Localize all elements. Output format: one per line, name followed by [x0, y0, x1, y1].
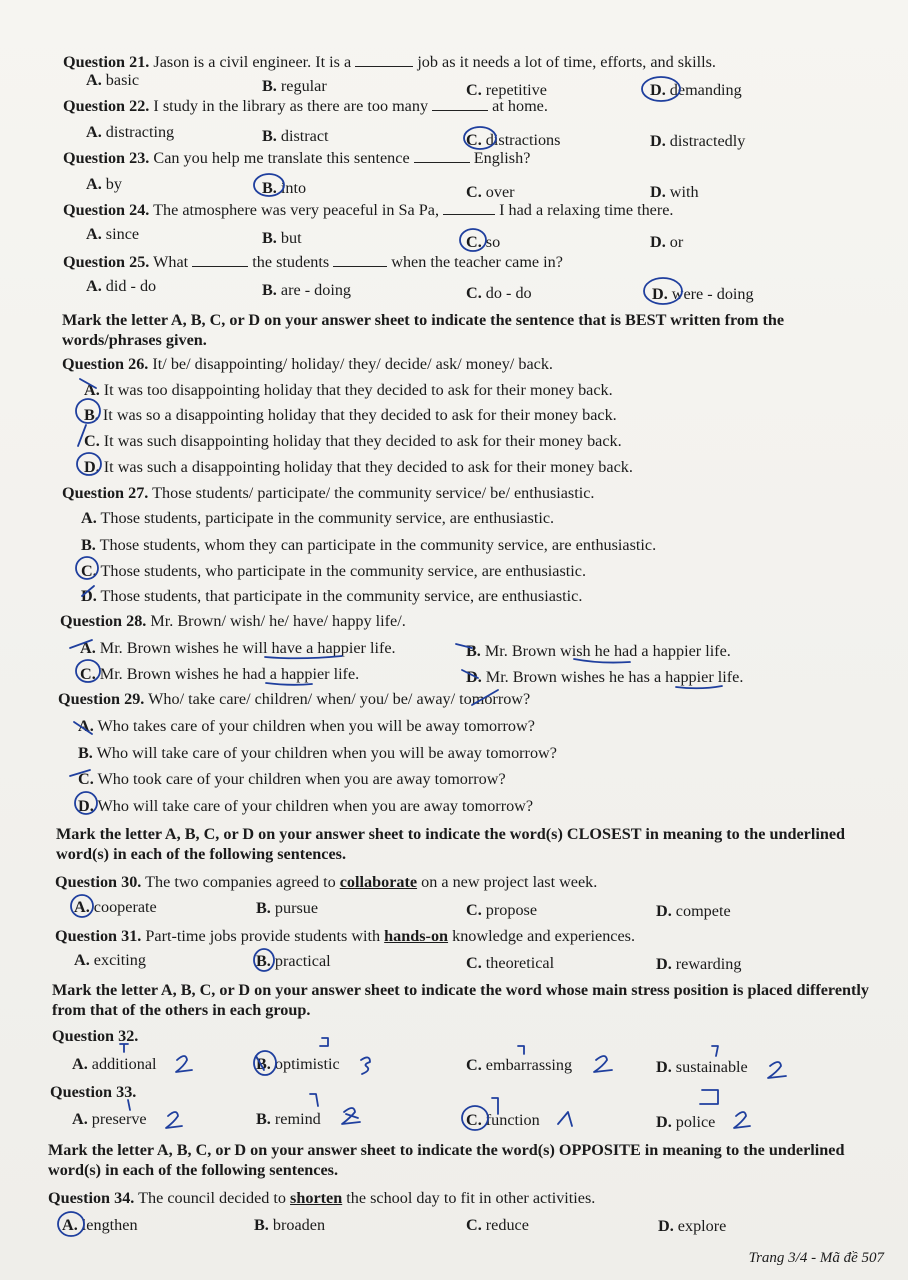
q23-option-d[interactable]: D. with — [650, 183, 699, 201]
q24-option-d[interactable]: D. or — [650, 233, 684, 251]
q30-option-c[interactable]: C. propose — [466, 901, 538, 919]
stress-mark — [310, 1094, 318, 1106]
question-29: Question 29. Who/ take care/ children/ when/ you/ be/ away/ tomorrow? — [58, 690, 531, 708]
handwritten-number-1 — [558, 1112, 572, 1126]
q22-option-c[interactable]: C. distractions — [466, 131, 561, 149]
handwritten-number-2 — [768, 1062, 786, 1078]
q30-option-d[interactable]: D. compete — [656, 902, 731, 920]
q21-option-c[interactable]: C. repetitive — [466, 81, 547, 99]
question-25: Question 25. What the students when the teacher came in? — [63, 253, 563, 271]
handwritten-number-2 — [594, 1056, 612, 1072]
q31-option-b[interactable]: B. practical — [256, 952, 331, 970]
page-footer: Trang 3/4 - Mã đề 507 — [748, 1250, 884, 1266]
stress-mark — [320, 1038, 328, 1046]
stress-mark — [700, 1090, 718, 1104]
q22-option-d[interactable]: D. distractedly — [650, 132, 746, 150]
question-33: Question 33. — [50, 1083, 137, 1101]
q23-option-b[interactable]: B. into — [262, 179, 307, 197]
instruction-closest: Mark the letter A, B, C, or D on your answer sheet to indicate the word(s) CLOSEST in meaning to the underlined word(s) in each of the following sentences. — [56, 825, 846, 863]
q21-option-b[interactable]: B. regular — [262, 77, 327, 95]
handwritten-number-2 — [342, 1108, 360, 1124]
q30-option-a[interactable]: A. cooperate — [74, 898, 157, 916]
q21-option-d[interactable]: D. demanding — [650, 81, 742, 99]
q29-option-a[interactable]: A. Who takes care of your children when you will be away tomorrow? — [78, 717, 535, 735]
q27-option-a[interactable]: A. Those students, participate in the community service, are enthusiastic. — [81, 509, 555, 527]
q21-option-a[interactable]: A. basic — [86, 71, 140, 89]
q33-option-a[interactable]: A. preserve — [72, 1110, 147, 1128]
instruction-best-written: Mark the letter A, B, C, or D on your answer sheet to indicate the sentence that is BEST written from the words/phrases given. — [62, 311, 785, 349]
q25-option-c[interactable]: C. do - do — [466, 284, 532, 302]
q26-option-a[interactable]: A. It was too disappointing holiday that they decided to ask for their money back. — [84, 381, 613, 399]
q23-option-a[interactable]: A. by — [86, 175, 122, 193]
q25-option-b[interactable]: B. are - doing — [262, 281, 352, 299]
q25-option-d[interactable]: D. were - doing — [652, 285, 754, 303]
q27-option-c[interactable]: C. Those students, who participate in the community service, are enthusiastic. — [81, 562, 587, 580]
q26-option-d[interactable]: D. It was such a disappointing holiday that they decided to ask for their money back. — [84, 458, 633, 476]
answer-blank — [355, 52, 413, 67]
question-22: Question 22. I study in the library as there are too many at home. — [63, 97, 548, 115]
q31-option-c[interactable]: C. theoretical — [466, 954, 555, 972]
q32-option-a[interactable]: A. additional — [72, 1055, 157, 1073]
instruction-stress: Mark the letter A, B, C, or D on your answer sheet to indicate the word whose main stress position is placed differently from that of the others in each group. — [52, 981, 869, 1019]
q34-option-b[interactable]: B. broaden — [254, 1216, 326, 1234]
q29-option-c[interactable]: C. Who took care of your children when you are away tomorrow? — [78, 770, 506, 788]
q26-option-c[interactable]: C. It was such disappointing holiday that they decided to ask for their money back. — [84, 432, 622, 450]
question-28: Question 28. Mr. Brown/ wish/ he/ have/ happy life/. — [60, 612, 406, 630]
q25-option-a[interactable]: A. did - do — [86, 277, 157, 295]
q33-option-b[interactable]: B. remind — [256, 1110, 321, 1128]
handwritten-number-2 — [166, 1112, 182, 1128]
q23-option-c[interactable]: C. over — [466, 183, 515, 201]
question-26: Question 26. It/ be/ disappointing/ holiday/ they/ decide/ ask/ money/ back. — [62, 355, 553, 373]
q34-option-d[interactable]: D. explore — [658, 1217, 727, 1235]
q29-option-d[interactable]: D. Who will take care of your children when you are away tomorrow? — [78, 797, 534, 815]
question-21: Question 21. Jason is a civil engineer. It is a job as it needs a lot of time, efforts, and skills. — [63, 53, 716, 71]
q27-option-d[interactable]: D. Those students, that participate in the community service, are enthusiastic. — [81, 587, 583, 605]
q28-option-a[interactable]: A. Mr. Brown wishes he will have a happier life. — [80, 639, 396, 657]
q24-option-b[interactable]: B. but — [262, 229, 302, 247]
question-31: Question 31. Part-time jobs provide students with hands-on knowledge and experiences. — [55, 927, 636, 945]
handwritten-number-2 — [734, 1112, 750, 1128]
q22-option-a[interactable]: A. distracting — [86, 123, 175, 141]
q34-option-a[interactable]: A. lengthen — [62, 1216, 138, 1234]
handwritten-number-2 — [176, 1056, 192, 1072]
q32-option-b[interactable]: B. optimistic — [256, 1055, 340, 1073]
stress-mark — [712, 1046, 718, 1056]
q29-option-b[interactable]: B. Who will take care of your children when you will be away tomorrow? — [78, 744, 557, 762]
q30-option-b[interactable]: B. pursue — [256, 899, 319, 917]
q26-option-b[interactable]: B. It was so a disappointing holiday that they decided to ask for their money back. — [84, 406, 617, 424]
q28-option-b[interactable]: B. Mr. Brown wish he had a happier life. — [466, 642, 731, 660]
answer-blank — [414, 148, 470, 163]
answer-blank — [443, 200, 495, 215]
q31-option-a[interactable]: A. exciting — [74, 951, 146, 969]
handwritten-number-3 — [361, 1057, 370, 1074]
q32-option-c[interactable]: C. embarrassing — [466, 1056, 573, 1074]
question-23: Question 23. Can you help me translate this sentence English? — [63, 149, 531, 167]
question-32: Question 32. — [52, 1027, 139, 1045]
q24-option-a[interactable]: A. since — [86, 225, 140, 243]
question-30: Question 30. The two companies agreed to collaborate on a new project last week. — [55, 873, 598, 891]
q34-option-c[interactable]: C. reduce — [466, 1216, 529, 1234]
question-34: Question 34. The council decided to shorten the school day to fit in other activities. — [48, 1189, 596, 1207]
answer-blank — [432, 96, 488, 111]
instruction-opposite: Mark the letter A, B, C, or D on your answer sheet to indicate the word(s) OPPOSITE in meaning to the underlined word(s) in each of the following sentences. — [48, 1141, 845, 1179]
q33-option-d[interactable]: D. police — [656, 1113, 716, 1131]
answer-blank — [192, 252, 248, 267]
answer-blank — [333, 252, 387, 267]
q32-option-d[interactable]: D. sustainable — [656, 1058, 748, 1076]
q33-option-c[interactable]: C. function — [466, 1111, 540, 1129]
stress-mark — [518, 1046, 524, 1054]
q31-option-d[interactable]: D. rewarding — [656, 955, 742, 973]
question-27: Question 27. Those students/ participate/ the community service/ be/ enthusiastic. — [62, 484, 595, 502]
q22-option-b[interactable]: B. distract — [262, 127, 329, 145]
q24-option-c[interactable]: C. so — [466, 233, 501, 251]
q28-option-c[interactable]: C. Mr. Brown wishes he had a happier life. — [80, 665, 360, 683]
q28-option-d[interactable]: D. Mr. Brown wishes he has a happier life. — [466, 668, 744, 686]
q27-option-b[interactable]: B. Those students, whom they can participate in the community service, are enthusiastic. — [81, 536, 657, 554]
question-24: Question 24. The atmosphere was very peaceful in Sa Pa, I had a relaxing time there. — [63, 201, 674, 219]
